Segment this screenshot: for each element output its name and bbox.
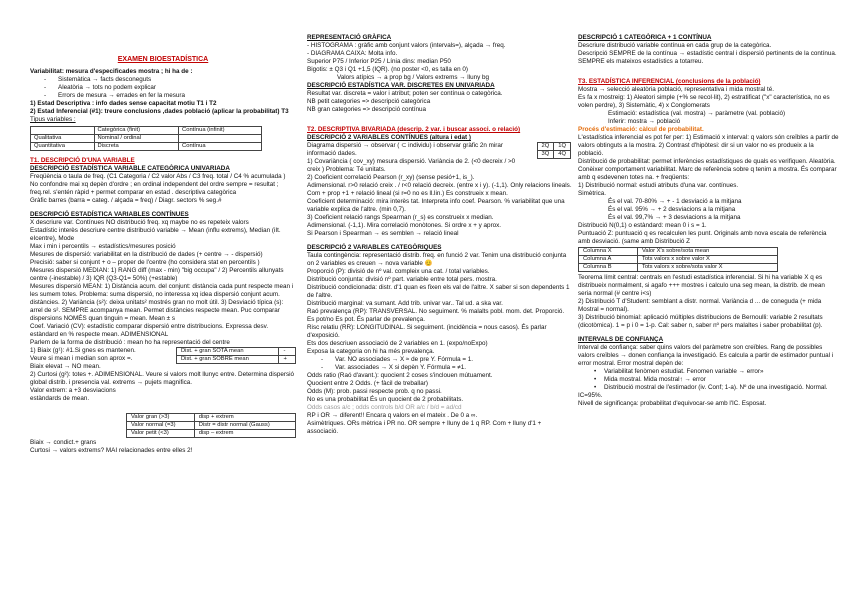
- text-line: Odds (M): prob. passi respecte prob. q no passi.: [307, 388, 442, 395]
- z-table: [578, 247, 778, 272]
- table-cell: Dist. + gran SOBRE mean: [177, 356, 279, 364]
- text-line: Odds ratio (Raó d'avant.): quocient 2 coses s'inclouen mútuament.: [307, 372, 493, 379]
- text-line: Superior P75 / Inferior P25 / Línia dins: median P50: [307, 58, 451, 65]
- table-cell: Columna A: [579, 256, 638, 264]
- text-line: Teorema límit central: centrals en l'estudi estadística inferencial. Si hi ha variable X q es distribueix normalment, si agafo +++ mostres i calculo una seg mean, la distrib. de mean seria normal (# centre i<s): [578, 274, 825, 297]
- table-row: [177, 348, 296, 356]
- text-line: - Var. NO associades → X ≈ de pre Y. Fórmula = 1.: [307, 356, 573, 364]
- text-line: RP i OR → diferent!! Encara q valors en el mateix . De 0 a ∞.: [307, 412, 478, 419]
- text-line: Freqüència o taula de freq. (C1 Categoria / C2 valor Abs / C3 freq. total / C4 % acumulada ): [30, 173, 286, 180]
- text-line: 1) Distribució normal: estudi atributs d'una var. contínues.: [578, 182, 739, 189]
- section-t1-title: T1. DESCRIPCIÓ D'UNA VARIABLE: [30, 157, 135, 164]
- table-row: [31, 143, 262, 151]
- intro-item: - Errors de mesura → errades en fer la mesura: [30, 92, 296, 100]
- text-line: Coef. Variació (CV): estadístic comparar dispersió entre distribucions. Expressa desv. estàndard en % respecte mean. ADIMENSIONAL: [30, 323, 269, 338]
- text-line: 1) Covariància ( cov_xy) mesura dispersió. Variància de 2. (<0 decreix / >0 creix ) Problema: Té unitats.: [307, 158, 516, 173]
- table-cell: Valor X's sobre/sota mean: [637, 248, 777, 256]
- column-1: [30, 34, 296, 455]
- text-line: Procés d'estimació: càlcul de probabilitat.: [578, 126, 704, 133]
- text-line: Curtosi → valors extrems? MAI relacionades entre elles 2!: [30, 447, 193, 454]
- skew-table: [176, 347, 296, 364]
- text-line: Max i min i percentils → estadístics/mesures posició: [30, 243, 176, 250]
- text-line: Si Pearson i Spearman → es semblen → relació lineal: [307, 230, 459, 237]
- table-cell: Categòrica (finit): [94, 127, 179, 135]
- text-line: Descriure distribució variable contínua en cada grup de la categòrica.: [578, 42, 772, 49]
- text-line: Distribució N(0,1) o estàndard: mean 0 i s = 1.: [578, 222, 707, 229]
- text-line: Odds casos a/c ; odds controls b/d OR a/c / b/d = ad/cd: [307, 404, 462, 411]
- text-line: Mesures dispersió MEDIAN: 1) RANG diff (max - min) "big occupa" / 2) Percentils allunyats centre (-inestable) / 3) IQR (Q3-Q1= 50%) (+estable): [30, 267, 284, 282]
- text-line: No confondre mai xq depèn d'ordre ; en ordinal independent del ordre sempre = resultat ; freq.rel. s'entén ràpid + permet comparar en estad . descriptiva categòrica: [30, 181, 279, 196]
- text-line: L'estadística inferencial es pot fer per: 1) Estimació x interval: q valors són creïbles a partir de valors obtinguts a la mostra. 2) Contrast d'hipòtesi: dir si un valor no es produeix a la població.: [578, 134, 839, 157]
- text-line: Risc relatiu (RR): LONGITUDINAL. Si seguiment. (incidència = nous casos). És parlar d'exposició.: [307, 324, 547, 339]
- table-cell: [31, 127, 95, 135]
- table-cell: 4Q: [554, 151, 571, 159]
- text-line: Mostra → selecció aleatòria població, representativa i mida mostral té.: [578, 86, 774, 93]
- text-line: Veure si mean i median son aprox =.: [30, 355, 133, 362]
- variable-types-table: [30, 126, 262, 151]
- text-line: Estadístic interès descriure centre distribució variable → Mean (influ extrems), Median (iIt. eIcentre), Mode: [30, 227, 281, 242]
- quadrant-table: [537, 142, 571, 159]
- text-line: Taula contingència: representació distrib. freq. en funció 2 var. Tenim una distribució conjunta on 2 variables es creuen → nova variable 😊: [307, 252, 567, 267]
- text-line: Mesures de dispersió: variabilitat en la distribució de dades (+ centre → - dispersió): [30, 251, 263, 258]
- table-row: [579, 256, 778, 264]
- text-line: Mesures dispersió MEAN: 1) Distància acum. del conjunt: distància cada punt respecte mean i les sumem totes. Problema: suma dispersió, no interessa xq idea dispersió conjunt acum. distàncies. 2) Variància (s²): deixa unitats² mostrés gran no molt útil. 3) Desviació típica (s): arrel de s². SEMPRE acompanya mean. Permet distàncies respecte mean. Puc comparar dispersions NOMÉS quan tinguin = mean. Mean ± s: [30, 283, 294, 322]
- text-line: - Var. associades → X si depèn Y. Fórmula = ≠1.: [307, 364, 573, 372]
- text-line: Valor extrem: a +3 desviacions estàndards de mean.: [30, 387, 116, 402]
- table-cell: Distr = distr normal (Gauss): [194, 422, 295, 430]
- text-line: 2) Coeficient correlació Pearson (r_xy) (sense pesió+1, is_).: [307, 174, 475, 181]
- text-line: Proporció (P): divisió de nº val. compleix una cat. / total variables.: [307, 268, 490, 275]
- text-line: Adimensional. (-1,1). Mira correlació monòtones. Si ordre x + y aprox.: [307, 222, 502, 229]
- text-line: 2) Distribució T d'Student: semblant a distr. normal. Variància d ... de coneguda (+ mida Mostral = normal).: [578, 298, 822, 313]
- text-line: 3) Distribució binomial: aplicació múltiples distribucions de Bernoulli: variable 2 resultats (dicotòmica). 1 = p i 0 = 1-p. Cal: saber n, saber nº pers malaltes i saber probabilitat (p).: [578, 314, 823, 329]
- text-line: Interval de confiança: saber quins valors del paràmetre son creïbles. Rang de possibles valors creïbles → donen confiança la investigació. Es calcula a partir de estimador puntual i error mostral. Error mostral depèn de:: [578, 344, 834, 367]
- text-line: Ets dos descriuen associació de 2 variables en 1. (expo/noExpo): [307, 340, 488, 347]
- text-line: Estimació: estadística (val. mostra) → paràmetre (val. població): [608, 110, 786, 117]
- text-line: NB petit categories => descripció categòrica: [307, 98, 431, 105]
- table-cell: [179, 135, 262, 143]
- table-cell: Columna B: [579, 264, 638, 272]
- text-line: Bigotis: ± Q3 i Q1 +1,5 (IQR). (no poster <0, es talla en 0): [307, 66, 468, 73]
- text-line: Nivell de significança: probabilitat d'equivocar-se amb l'IC. Esposat.: [578, 400, 767, 407]
- text-line: Simètrica.: [578, 190, 606, 197]
- table-cell: Discreta: [94, 143, 179, 151]
- table-cell: 3Q: [537, 151, 554, 159]
- table-cell: 1Q: [554, 143, 571, 151]
- table-row: [127, 414, 296, 422]
- text-line: És el val. 95% → + 2 desviacions a la mitjana: [608, 206, 736, 213]
- table-cell: Dist. + gran SOTA mean: [177, 348, 279, 356]
- text-line: Puntuació Z: puntuació q es recalculen les punt. Originals amb nova escala de referència amb desviació. (same amb Distribució Z: [578, 230, 827, 245]
- text-line: 1) Biaix (g¹): #1.Si gnes es mantenen.: [30, 347, 136, 354]
- intro-text: Variabilitat: mesura d'especificades mostra ; hi ha de :: [30, 68, 193, 75]
- table-cell: Valor normal (=3): [127, 422, 195, 430]
- column-2: [307, 34, 573, 436]
- discrete-heading: DESCRIPCIÓ ESTADÍSTICA VAR. DISCRETES EN UNIVARIADA: [307, 82, 495, 89]
- table-cell: Contínua (infinit): [179, 127, 262, 135]
- table-cell: Qualitativa: [31, 135, 95, 143]
- list-item: • Variabilitat fenòmen estudiat. Fenomen variable → error»: [578, 368, 840, 376]
- text-line: És el val. 70-80% → + - 1 desviació a la mitjana: [608, 198, 742, 205]
- table-row: [579, 248, 778, 256]
- table-row: [31, 127, 262, 135]
- text-line: Distribució condicionada: distr. d'1 quan es fixen els val de l'altre. X saber si son dependents 1 de l'altre.: [307, 284, 570, 299]
- continuous-heading: DESCRIPCIÓ ESTADÍSTICA VARIABLES CONTÍNUES: [30, 211, 189, 218]
- text-line: 3) Coeficient relació rangs Spearman (r_s) es construeix x median.: [307, 214, 494, 221]
- text-line: 2) Curtosi (g²): totes +. ADIMENSIONAL. Veure si valors molt llunyc entre. Determina dispersió global distrib. i presencia val. extrems → pujets magnifica.: [30, 371, 295, 386]
- mixed-heading: DESCRIPCIÓ 1 CATEGÒRICA + 1 CONTÍNUA: [578, 34, 712, 41]
- types-label: Tipus variables :: [30, 116, 76, 123]
- text-line: Distribució conjunta: divisió nº part. variable entre total pers. mostra.: [307, 276, 497, 283]
- stat-descriptive: 1) Estad Descriptiva : info dades sense capacitat motiu T1 i T2: [30, 100, 217, 107]
- text-line: NB gran categories => descripció contínua: [307, 106, 427, 113]
- section-t2-title: T2. DESCRIPTIVA BIVARIADA (descrip. 2 var. i buscar associ. o relació): [307, 126, 521, 133]
- text-line: Distribució de probabilitat: permet inferències estadístiques de quals es verifiquen. Aleatòria. Conèixer comportament variabilitat. Marc de referència sobre q tenim a mostra. És comparar amb q esdevenen totes na. + freqüents:: [578, 158, 837, 181]
- text-line: Precisió: saber si conjunt + o – proper de l'centre (ho considera stat en percentils ): [30, 259, 260, 266]
- table-cell: Contínua: [179, 143, 262, 151]
- table-cell: disp – extrem: [194, 430, 295, 438]
- text-line: No es una probabilitat És un quocient de 2 probabilitats.: [307, 396, 464, 403]
- text-line: Exposa la categoria on hi ha més prevalença.: [307, 348, 435, 355]
- text-line: Diagrama dispersió → observar ( ⊂ individu) i observar gràfic 2n mirar informació dades.: [307, 142, 503, 157]
- text-line: Adimensional. r>0 relació creix . / r<0 relació decreix. (entre x i y). (-1,1). Only relacions lineals. Com + prop +1 + relació lineal (si r=0 no es ll.lin.) Es construeix x mean.: [307, 182, 572, 197]
- graphic-heading: REPRESENTACIÓ GRÀFICA: [307, 34, 392, 41]
- table-cell: Tots valors x sobre/sota valor X: [637, 264, 777, 272]
- text-line: Quocient entre 2 Odds. (+ fàcil de treballar): [307, 380, 428, 387]
- list-item: • Mida mostral. Mida mostral↑ → error: [578, 376, 840, 384]
- text-line: És el val. 99,7% → + 3 desviacions a la mitjana: [608, 214, 741, 221]
- text-line: - DIAGRAMA CAIXA: Molta info.: [307, 50, 398, 57]
- table-cell: disp + extrem: [194, 414, 295, 422]
- text-line: Parlem de la forma de distribució : mean ho ha representació del centre: [30, 339, 230, 346]
- column-3: [578, 34, 840, 408]
- table-cell: Tots valors x sobre valor X: [637, 256, 777, 264]
- text-line: Coeficient determinació: mira interès tat. Interpreta info coef. Pearson. % variabilitat que una variable explica de l'altre. (min 0,7).: [307, 198, 565, 213]
- table-row: [537, 143, 570, 151]
- table-cell: Valor petit (<3): [127, 430, 195, 438]
- section-t1-subtitle: DESCRIPCIÓ ESTADÍSTICA VARIABLE CATEGÒRICA UNIVARIADA: [30, 165, 230, 172]
- table-cell: -: [279, 348, 296, 356]
- table-cell: 2Q: [537, 143, 554, 151]
- section-t2-subtitle: DESCRIPCIÓ 2 VARIABLES CONTÍNUES (altura i edat ): [307, 134, 471, 141]
- table-row: [127, 430, 296, 438]
- table-cell: Quantitativa: [31, 143, 95, 151]
- table-cell: Nominal / ordinal: [94, 135, 179, 143]
- table-cell: Valor gran (>3): [127, 414, 195, 422]
- text-line: X descriure var. Contínues NO distribució freq. xq maybe no es repeteix valors: [30, 219, 249, 226]
- text-line: Descripció SEMPRE de la contínua → estadístic central i dispersió pertinents de la contínua. SEMPRE els mateixos estadístics a totarreu.: [578, 50, 837, 65]
- list-item: • Distribució mostral de l'estimador (iv. Conf; 1-a). Nº de una investigació. Normal. IC=95%.: [578, 384, 840, 400]
- stat-inferential: 2) Estad Inferencial (#1): treure conclusions ,dades població (aplicar la probabilitat) T3: [30, 108, 289, 115]
- text-line: Es fa x mostreig: 1) Aleatori simple (+% se recol·lit), 2) estratificat ("x" característica, no es volen perdre), 3) Sistemàtic, 4) x Conglomerats: [578, 94, 830, 109]
- table-row: [537, 151, 570, 159]
- categorical-heading: DESCRIPCIÓ 2 VARIABLES CATEGÒRIQUES: [307, 244, 442, 251]
- text-line: Distribució marginal: va sumant. Add trib. univar var.. Tal ud. a ska var.: [307, 300, 503, 307]
- text-line: Biaix → condict.+ grans: [30, 439, 97, 446]
- text-line: Raó prevalença (RP): TRANSVERSAL. No seguiment. % malalts pobl. mom. det. Proporció. Es pot/no Es pot. És parlar de prevalença.: [307, 308, 565, 323]
- table-cell: +: [279, 356, 296, 364]
- text-line: Biaix elevat → NO mean.: [30, 363, 101, 370]
- intro-item: - Aleatòria → tots no podem explicar: [30, 84, 296, 92]
- section-t3-title: T3. ESTADÍSTICA INFERENCIAL (conclusions de la població): [578, 78, 761, 85]
- table-row: [579, 264, 778, 272]
- page-title: EXAMEN BIOESTADÍSTICA: [117, 56, 209, 63]
- table-cell: Columna X: [579, 248, 638, 256]
- text-line: Asimètriques. ORs mètrica i PR no. OR sempre + lluny de 1 q RP. Com + lluny d'1 + associació.: [307, 420, 542, 435]
- text-line: - HISTOGRAMA : gràfic amb conjunt valors (intervals=), alçada → freq.: [307, 42, 506, 49]
- text-line: Inferir: mostra → població: [608, 118, 681, 125]
- table-row: [31, 135, 262, 143]
- table-row: [127, 422, 296, 430]
- text-line: Gràfic barres (barra = categ. / alçada = freq) / Diagr. sectors % seg.#: [30, 197, 222, 204]
- table-row: [177, 356, 296, 364]
- text-line: Valors atípics → a prop bg / Valors extrems → lluny bg: [337, 74, 490, 81]
- text-line: Resultat var. discreta = valor i atribut; poten ser contínua o categòrica.: [307, 90, 503, 97]
- intro-item: - Sistemàtica → facts desconeguts: [30, 76, 296, 84]
- confidence-heading: INTERVALS DE CONFIANÇA: [578, 336, 664, 343]
- kurtosis-table: [126, 413, 296, 438]
